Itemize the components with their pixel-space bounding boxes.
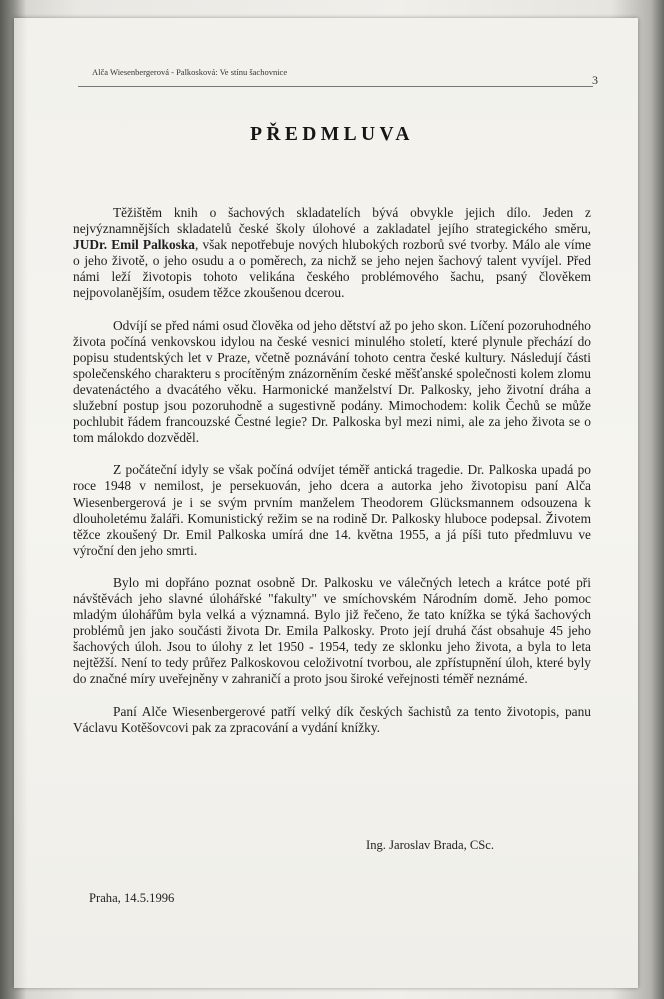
paragraph-1 (73, 205, 591, 302)
running-head: Alča Wiesenbergerová - Palkosková: Ve stínu šachovnice (92, 67, 288, 77)
page-header (92, 65, 612, 85)
bold-name: JUDr. Emil Palkoska (73, 237, 195, 253)
page-number: 3 (592, 73, 598, 87)
signature: Ing. Jaroslav Brada, CSc. (366, 838, 495, 852)
paragraph-4: Bylo mi dopřáno poznat osobně Dr. Palkosku ve válečných letech a krátce poté při návštěvách jeho slavné úlohářské "fakulty" ve smíchovském Národním domě. Jeho pomoc mladým úlohářům byla velká a významná. Bylo již řečeno, že tato knížka se týká šachových problémů jen jako součásti života Dr. Emila Palkosky. Proto její druhá část obsahuje 45 jeho šachových úloh. Jsou to úlohy z let 1950 - 1954, tedy ze sklonku jeho života, a byla to leta nejtěžší. Není to tedy průřez Palkoskovou celoživotní tvorbou, ale zpřístupnění úloh, které byly do značné míry uveřejněny v zahraničí a proto jsou široké veřejnosti téměř neznámé. (73, 574, 591, 687)
paragraph-2: Odvíjí se před námi osud člověka od jeho dětství až po jeho skon. Líčení pozoruhodného života počíná venkovskou idylou na české vesnici minulého století, které plynule přechází do popisu studentských let v Praze, včetně poznávání tohoto centra české kultury. Následují části společenského charakteru s procítěným znázorněním české měšťanské společnosti kolem zlomu devatenáctého a dvacátého věku. Harmonické manželství Dr. Palkosky, jeho životní dráha a služební postup jsou pozoruhodně a sugestivně podány. Mimochodem: kolik Čechů se může pochlubit řádem francouzské Čestné legie? Dr. Palkoska byl mezi nimi, ale za jeho života se o tom málokdo dozvěděl. (73, 317, 591, 446)
paragraph-3: Z počáteční idyly se však počíná odvíjet téměř antická tragedie. Dr. Palkoska upadá po roce 1948 v nemilost, je persekuován, jeho dcera a autorka jeho životopisu paní Alča Wiesenbergerová je i se svým prvním manželem Theodorem Glücksmannem odsouzena k dlouholetému žaláři. Komunistický režim se na rodině Dr. Palkosky hluboce podepsal. Životem těžce zkoušený Dr. Emil Palkoska umírá dne 14. května 1955, a já píši tuto předmluvu ve výroční den jeho smrti. (73, 462, 591, 558)
place-date: Praha, 14.5.1996 (89, 891, 175, 905)
paragraph-1-after: , však nepotřebuje nových hlubokých rozborů své tvorby. Málo ale víme o jeho životě, o jeho osudu a o poměrech, za nichž se jeho nejen šachový talent vyvíjel. Před námi leží životopis tohoto velikána českého problémového šachu, psaný člověkem nejpovolanějším, osudem těžce zkoušenou dcerou. (73, 237, 591, 301)
page-title: PŘEDMLUVA (250, 124, 414, 145)
header-rule (78, 86, 593, 87)
paragraph-1-before: Těžištěm knih o šachových skladatelích bývá obvykle jejich dílo. Jeden z nejvýznamnějších skladatelů české školy úlohové a zakladatel jejího strategického směru, (73, 205, 591, 237)
paragraph-5: Paní Alče Wiesenbergerové patří velký dík českých šachistů za tento životopis, panu Václavu Kotěšovcovi pak za zpracování a vydání knížky. (73, 703, 591, 735)
binding-shadow (14, 18, 28, 988)
preface-body (73, 205, 591, 752)
